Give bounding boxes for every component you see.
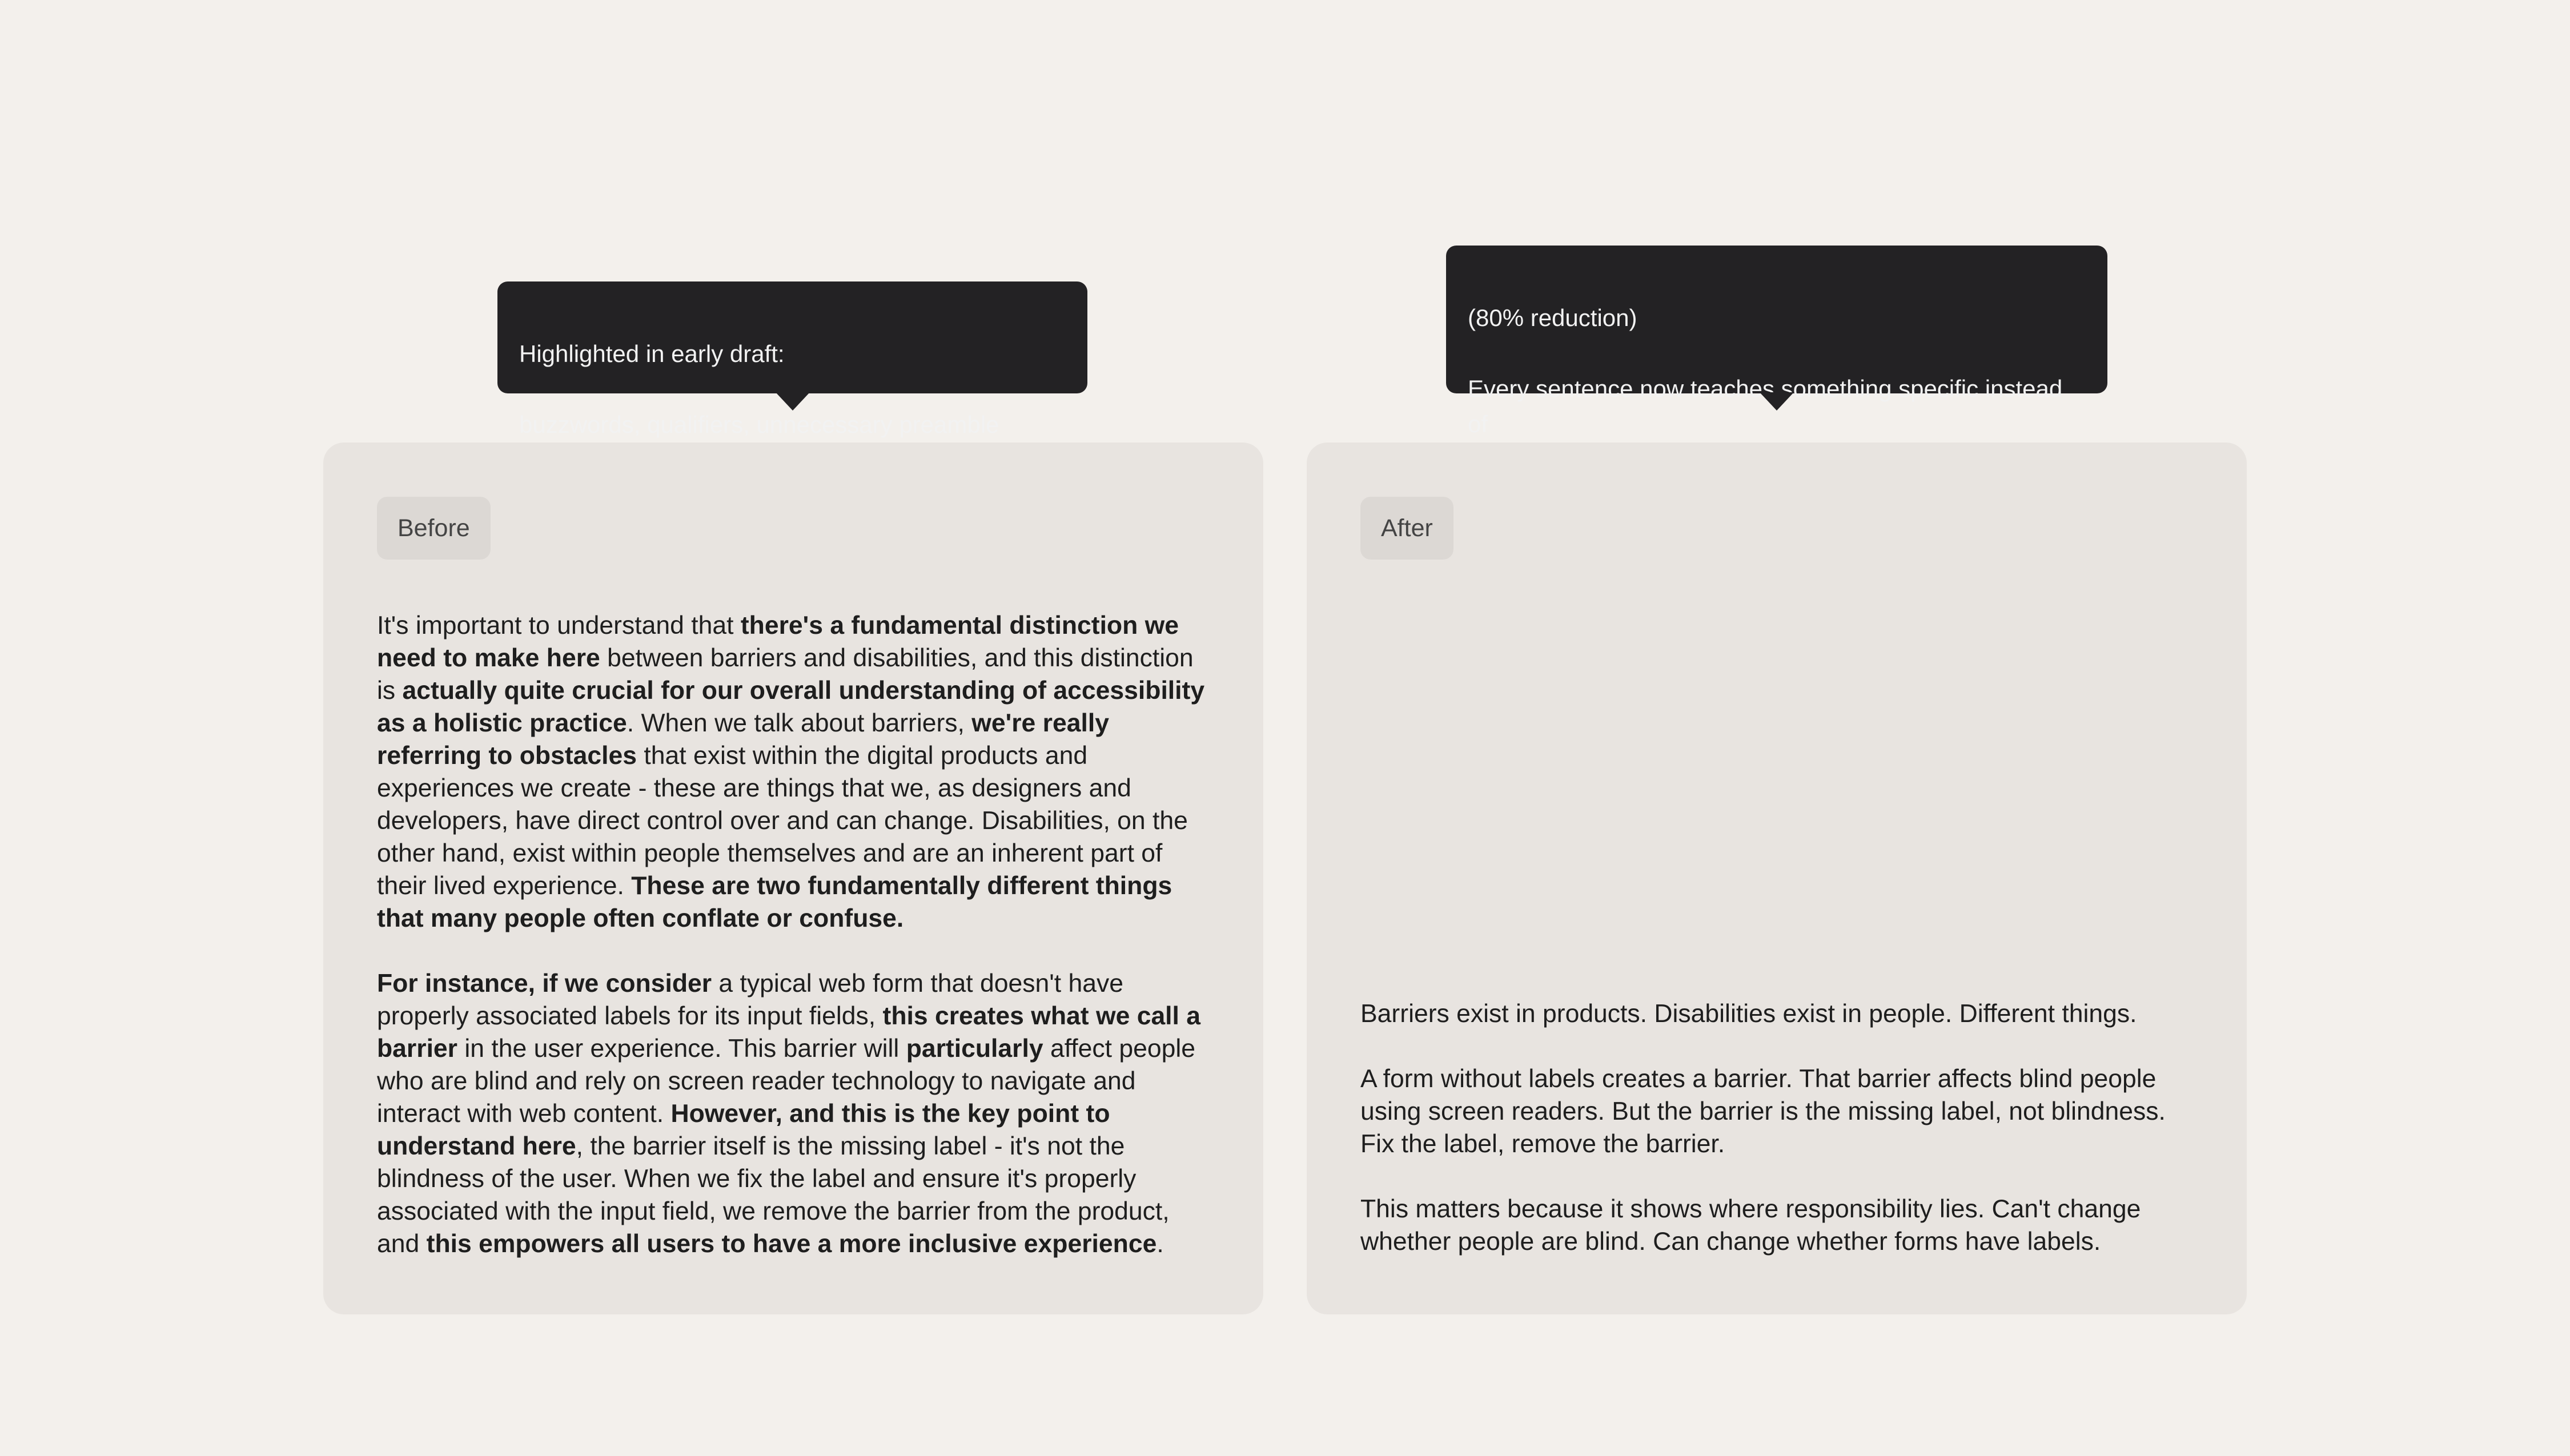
before-paragraph-1 (377, 609, 1211, 935)
highlighted-run: this empowers all users to have a more inclusive experience (426, 1230, 1157, 1258)
highlighted-run: this creates what we call a barrier (377, 1002, 1201, 1063)
before-body-text (377, 609, 1211, 1260)
text-run: affect people who are blind and rely on screen reader technology to navigate and interact with web content. (377, 1035, 1195, 1128)
text-run: It's important to understand that (377, 612, 741, 639)
after-annotation-tooltip (1446, 246, 2107, 437)
text-run: in the user experience. This barrier will (457, 1035, 906, 1063)
before-paragraph-2 (377, 967, 1211, 1260)
after-paragraph-1: Barriers exist in products. Disabilities exist in people. Different things. (1360, 1000, 2137, 1028)
after-paragraph-2: A form without labels creates a barrier. That barrier affects blind people using screen readers. But the barrier is the missing label, not blindness. Fix the label, remove the barrier. (1360, 1065, 2166, 1158)
highlighted-run: For instance, if we consider (377, 970, 712, 998)
before-label-chip: Before (377, 497, 491, 560)
highlighted-run: However, and this is the key point to understand here (377, 1100, 1110, 1160)
before-annotation-tooltip (497, 281, 1087, 438)
text-run: between barriers and disabilities, and this distinction is (377, 644, 1194, 705)
text-run: . When we talk about barriers, (627, 709, 972, 737)
highlighted-run: we're really referring to obstacles (377, 709, 1109, 770)
before-card (323, 443, 1263, 1314)
text-run: a typical web form that doesn't have properly associated labels for its input fields, (377, 970, 1123, 1030)
highlighted-run: there's a fundamental distinction we need to make here (377, 612, 1179, 672)
highlighted-run: particularly (906, 1035, 1043, 1063)
text-run: . (1156, 1230, 1164, 1258)
text-run: , the barrier itself is the missing label - it's not the blindness of the user. When we fix the label and ensure it's properly associated with the input field, we remove the barrier from the product, and (377, 1132, 1170, 1258)
after-body-text (1360, 998, 2194, 1258)
text-run: that exist within the digital products and experiences we create - these are things that we, as designers and developers, have direct control over and can change. Disabilities, on the other hand, exist within people themselves and are an inherent part of their lived experience. (377, 742, 1188, 900)
tooltip-line: Every sentence now teaches something specific instead of (1468, 375, 2063, 437)
after-paragraph-3: This matters because it shows where responsibility lies. Can't change whether people are blind. Can change whether forms have labels. (1360, 1195, 2141, 1256)
tooltip-line: Highlighted in early draft: (519, 340, 785, 367)
after-card (1307, 443, 2247, 1314)
highlighted-run: These are two fundamentally different things that many people often conflate or confuse. (377, 872, 1172, 932)
highlighted-run: actually quite crucial for our overall understanding of accessibility as a holistic practice (377, 677, 1205, 737)
tooltip-line: (80% reduction) (1468, 304, 1637, 331)
after-label-chip: After (1360, 497, 1453, 560)
tooltip-line: buzzwords, qualifiers, unnecessary preamble (519, 411, 999, 438)
